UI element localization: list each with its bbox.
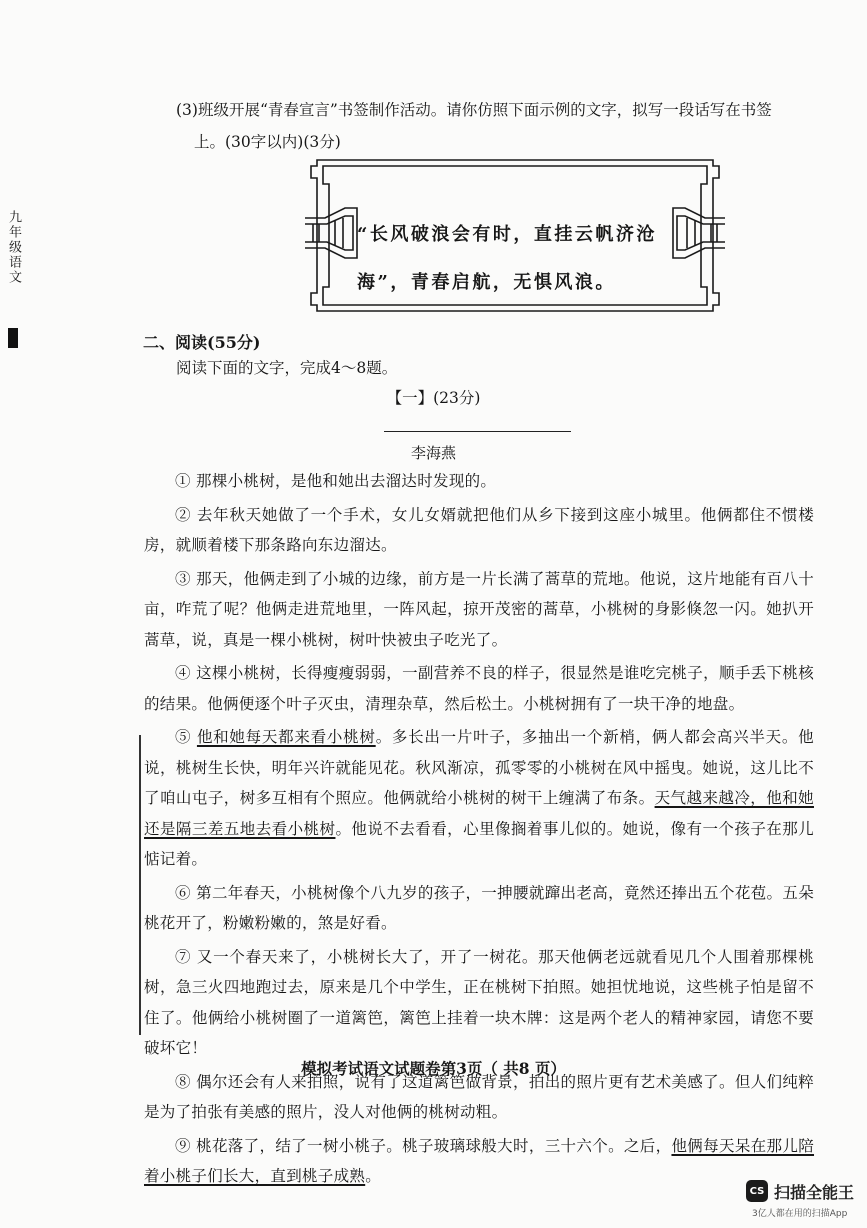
paragraph-7: ⑦ 又一个春天来了，小桃树长大了，开了一树花。那天他俩老远就看见几个人围着那棵桃树，急三火四地跑过去，原来是几个中学生，正在桃树下拍照。她担忧地说，这些桃子怕是留不住了。他俩给小桃树圈了一道篱笆，篱笆上挂着一块木牌：这是两个老人的精神家园，请您不要破坏它！ (144, 947, 814, 1057)
question-3-line2: 上。(30字以内)(3分) (194, 133, 341, 151)
binding-mark (8, 328, 18, 348)
paragraph-8: ⑧ 偶尔还会有人来拍照，说有了这道篱笆做背景，拍出的照片更有艺术美感了。但人们纯粹是为了拍张有美感的照片，没人对他俩的桃树动粗。 (144, 1072, 814, 1121)
underlined-sentence-3: 他俩每天呆在那儿陪着小桃子们长大，直到桃子成熟 (144, 1136, 815, 1185)
question-3 (176, 94, 816, 158)
paragraph-5-end: 。他说不去看看，心里像搁着事儿似的。她说，像有一个孩子在那儿惦记着。 (144, 819, 814, 868)
part-heading: 【一】(23分) (386, 389, 481, 407)
paragraph-5 (144, 722, 814, 875)
underlined-sentence-2: 天气越来越冷，他和她还是隔三差五地去看小桃树 (144, 789, 814, 838)
side-grade-label: 九年级语文 (6, 210, 21, 285)
paragraph-4: ④ 这棵小桃树，长得瘦瘦弱弱，一副营养不良的样子，很显然是谁吃完桃子，顺手丢下桃核的结果。他俩便逐个叶子灭虫，清理杂草，然后松土。小桃树拥有了一块干净的地盘。 (144, 664, 814, 713)
bookmark-quote (357, 211, 707, 307)
scanner-watermark (746, 1178, 854, 1204)
bookmark-quote-line2: 海”，青春启航，无惧风浪。 (357, 272, 616, 293)
paragraph-5-number: ⑤ (175, 728, 197, 746)
paragraph-9 (144, 1131, 814, 1192)
paragraph-9-end: 。 (365, 1167, 382, 1185)
paragraph-6: ⑥ 第二年春天，小桃树像个八九岁的孩子，一抻腰就蹿出老高，竟然还捧出五个花苞。五朵桃花开了，粉嫩粉嫩的，煞是好看。 (144, 883, 814, 932)
cs-logo-icon: CS (746, 1180, 768, 1202)
bookmark-quote-line1: “长风破浪会有时，直挂云帆济沧 (357, 224, 657, 245)
paragraph-2: ② 去年秋天她做了一个手术，女儿女婿就把他们从乡下接到这座小城里。他俩都住不惯楼房，就顺着楼下那条路向东边溜达。 (144, 505, 814, 554)
paragraph-9-text: ⑨ 桃花落了，结了一树小桃子。桃子玻璃球般大时，三十六个。之后， (175, 1136, 672, 1155)
paragraph-1: ① 那棵小桃树，是他和她出去溜达时发现的。 (175, 472, 497, 490)
article-body (144, 466, 814, 1195)
reading-instruction: 阅读下面的文字，完成4～8题。 (176, 359, 398, 377)
article-author: 李海燕 (410, 444, 456, 462)
paragraph-5-text: 。多长出一片叶子，多抽出一个新梢，俩人都会高兴半天。他说，桃树生长快，明年兴许就能见花。秋风渐凉，孤零零的小桃树在风中摇曳。她说，这儿比不了咱山屯子，树多互相有个照应。他俩就给小桃树的树干上缠满了布条。 (144, 728, 814, 807)
question-3-line1: (3)班级开展“青春宣言”书签制作活动。请你仿照下面示例的文字，拟写一段话写在书签 (176, 101, 772, 119)
underlined-sentence-1: 他和她每天都来看小桃树 (196, 728, 376, 746)
scanner-tagline: 3亿人都在用的扫描App (752, 1209, 848, 1219)
margin-mark (139, 735, 141, 1035)
paragraph-3: ③ 那天，他俩走到了小城的边缘，前方是一片长满了蒿草的荒地。他说，这片地能有百八十亩，咋荒了呢？他俩走进荒地里，一阵风起，掠开茂密的蒿草，小桃树的身影倏忽一闪。她扒开蒿草，说，真是一棵小桃树，树叶快被虫子吃光了。 (144, 569, 814, 649)
scanner-app-name: 扫描全能王 (774, 1182, 855, 1202)
section-heading: 二、阅读(55分) (143, 333, 261, 352)
page-footer: 模拟考试语文试题卷第3页（ 共8 页） (301, 1059, 566, 1078)
title-blank-line (384, 431, 571, 432)
